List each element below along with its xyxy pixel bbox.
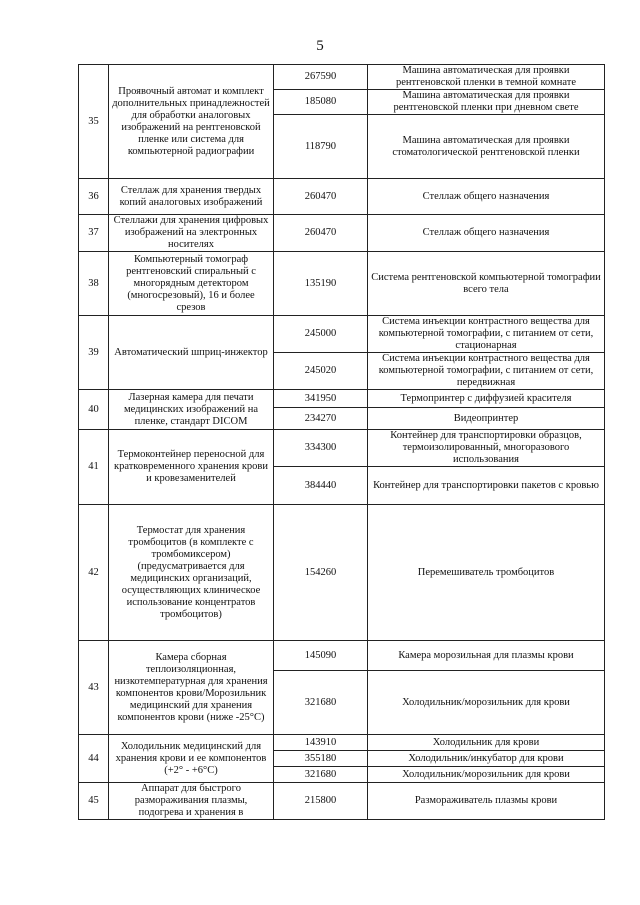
table-row	[79, 783, 605, 820]
nomenclature-code: 334300	[274, 430, 368, 467]
row-number: 38	[79, 252, 109, 316]
equipment-name: Термоконтейнер переносной для кратковременного хранения крови и кровезаменителей	[109, 430, 274, 505]
table-row	[79, 505, 605, 641]
nomenclature-code: 341950	[274, 390, 368, 408]
nomenclature-description: Контейнер для транспортировки пакетов с кровью	[368, 467, 605, 505]
equipment-table	[78, 64, 605, 820]
nomenclature-code: 215800	[274, 783, 368, 820]
equipment-name: Холодильник медицинский для хранения крови и ее компонентов (+2° - +6°С)	[109, 735, 274, 783]
row-number: 37	[79, 215, 109, 252]
table-row	[79, 735, 605, 751]
table-row	[79, 641, 605, 671]
table-row	[79, 316, 605, 353]
nomenclature-code: 384440	[274, 467, 368, 505]
table-row	[79, 430, 605, 467]
nomenclature-description: Машина автоматическая для проявки рентгеновской пленки в темной комнате	[368, 65, 605, 90]
row-number: 39	[79, 316, 109, 390]
row-number: 40	[79, 390, 109, 430]
equipment-name: Камера сборная теплоизоляционная, низкотемпературная для хранения компонентов крови/Морозильник медицинский для хранения компонентов крови (ниже -25°С)	[109, 641, 274, 735]
nomenclature-description: Перемешиватель тромбоцитов	[368, 505, 605, 641]
nomenclature-code: 143910	[274, 735, 368, 751]
nomenclature-code: 321680	[274, 671, 368, 735]
nomenclature-description: Машина автоматическая для проявки рентгеновской пленки при дневном свете	[368, 90, 605, 115]
row-number: 45	[79, 783, 109, 820]
equipment-name: Стеллажи для хранения цифровых изображений на электронных носителях	[109, 215, 274, 252]
row-number: 36	[79, 179, 109, 215]
nomenclature-code: 185080	[274, 90, 368, 115]
nomenclature-code: 154260	[274, 505, 368, 641]
nomenclature-description: Холодильник/морозильник для крови	[368, 671, 605, 735]
nomenclature-code: 245020	[274, 353, 368, 390]
equipment-name: Стеллаж для хранения твердых копий аналоговых изображений	[109, 179, 274, 215]
nomenclature-description: Контейнер для транспортировки образцов, термоизолированный, многоразового использования	[368, 430, 605, 467]
equipment-table-body	[79, 65, 605, 820]
equipment-name: Проявочный автомат и комплект дополнительных принадлежностей для обработки аналоговых изображений на рентгеновской пленке или система для компьютерной радиографии	[109, 65, 274, 179]
row-number: 43	[79, 641, 109, 735]
row-number: 35	[79, 65, 109, 179]
nomenclature-description: Камера морозильная для плазмы крови	[368, 641, 605, 671]
table-row	[79, 252, 605, 316]
table-row	[79, 65, 605, 90]
equipment-name: Компьютерный томограф рентгеновский спиральный с многорядным детектором (многосрезовый), 16 и более срезов	[109, 252, 274, 316]
nomenclature-description: Система инъекции контрастного вещества для компьютерной томографии, с питанием от сети, передвижная	[368, 353, 605, 390]
nomenclature-description: Холодильник/морозильник для крови	[368, 767, 605, 783]
table-row	[79, 390, 605, 408]
row-number: 44	[79, 735, 109, 783]
row-number: 41	[79, 430, 109, 505]
equipment-name: Автоматический шприц-инжектор	[109, 316, 274, 390]
nomenclature-description: Термопринтер с диффузией красителя	[368, 390, 605, 408]
nomenclature-description: Холодильник/инкубатор для крови	[368, 751, 605, 767]
row-number: 42	[79, 505, 109, 641]
table-row	[79, 215, 605, 252]
nomenclature-code: 245000	[274, 316, 368, 353]
nomenclature-code: 145090	[274, 641, 368, 671]
nomenclature-code: 260470	[274, 215, 368, 252]
equipment-name: Лазерная камера для печати медицинских изображений на пленке, стандарт DICOM	[109, 390, 274, 430]
nomenclature-description: Размораживатель плазмы крови	[368, 783, 605, 820]
nomenclature-description: Стеллаж общего назначения	[368, 179, 605, 215]
nomenclature-description: Стеллаж общего назначения	[368, 215, 605, 252]
nomenclature-description: Машина автоматическая для проявки стоматологической рентгеновской пленки	[368, 115, 605, 179]
nomenclature-code: 260470	[274, 179, 368, 215]
page-number: 5	[316, 38, 324, 54]
nomenclature-code: 267590	[274, 65, 368, 90]
equipment-name: Термостат для хранения тромбоцитов (в комплекте с тромбомиксером) (предусматривается для медицинских организаций, осуществляющих клиническое использование концентратов тромбоцитов)	[109, 505, 274, 641]
nomenclature-description: Холодильник для крови	[368, 735, 605, 751]
nomenclature-description: Система рентгеновской компьютерной томографии всего тела	[368, 252, 605, 316]
nomenclature-code: 234270	[274, 408, 368, 430]
equipment-name: Аппарат для быстрого размораживания плазмы, подогрева и хранения в	[109, 783, 274, 820]
nomenclature-code: 135190	[274, 252, 368, 316]
nomenclature-code: 355180	[274, 751, 368, 767]
nomenclature-code: 118790	[274, 115, 368, 179]
table-row	[79, 179, 605, 215]
nomenclature-code: 321680	[274, 767, 368, 783]
nomenclature-description: Видеопринтер	[368, 408, 605, 430]
nomenclature-description: Система инъекции контрастного вещества для компьютерной томографии, с питанием от сети, стационарная	[368, 316, 605, 353]
